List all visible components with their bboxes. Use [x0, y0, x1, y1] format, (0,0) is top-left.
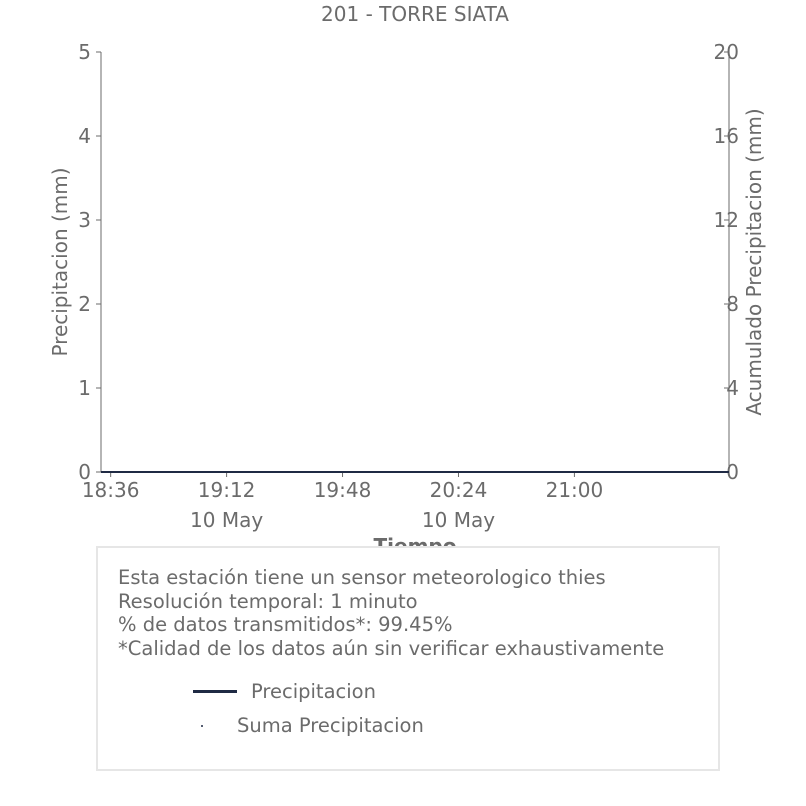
left-y-ticks	[78, 40, 101, 484]
right-y-tick-label: 12	[713, 208, 739, 232]
chart-title: 201 - TORRE SIATA	[321, 2, 509, 26]
x-ticks	[82, 472, 603, 532]
legend-line-swatch	[193, 690, 237, 693]
right-y-ticks	[714, 40, 739, 484]
right-y-tick-label: 4	[726, 376, 739, 400]
y-axis-right-label: Acumulado Precipitacion (mm)	[742, 108, 766, 416]
left-y-tick-label: 5	[78, 40, 91, 64]
left-y-tick-label: 4	[78, 124, 91, 148]
left-y-tick-label: 2	[78, 292, 91, 316]
legend-item-precipitacion	[193, 680, 376, 703]
left-y-tick-label: 3	[78, 208, 91, 232]
left-y-tick-label: 0	[78, 460, 91, 484]
info-line-resolution: Resolución temporal: 1 minuto	[118, 589, 418, 613]
x-tick-label: 19:48	[313, 478, 372, 502]
info-box	[96, 546, 720, 771]
right-y-tick-label: 20	[713, 40, 739, 64]
x-tick-label: 18:36	[81, 478, 140, 502]
x-tick-sublabel: 10 May	[421, 508, 496, 532]
legend-dot-swatch	[201, 725, 203, 727]
info-line-quality: *Calidad de los datos aún sin verificar exhaustivamente	[118, 636, 665, 660]
legend-label-precipitacion: Precipitacion	[251, 680, 376, 703]
x-tick-label: 21:00	[545, 478, 604, 502]
x-tick-label: 20:24	[429, 478, 488, 502]
info-line-transmitted: % de datos transmitidos*: 99.45%	[118, 613, 453, 636]
x-tick-label: 19:12	[197, 478, 256, 502]
legend-label-suma-precipitacion: Suma Precipitacion	[237, 714, 424, 737]
legend-item-suma-precipitacion	[193, 714, 424, 737]
y-axis-label: Precipitacion (mm)	[48, 167, 72, 357]
right-y-tick-label: 16	[713, 124, 739, 148]
x-tick-sublabel: 10 May	[190, 508, 264, 532]
right-y-tick-label: 8	[726, 292, 739, 316]
info-line-sensor: Esta estación tiene un sensor meteorologico thies	[118, 566, 606, 589]
station-info	[118, 566, 664, 660]
right-y-tick-label: 0	[726, 460, 739, 484]
left-y-tick-label: 1	[78, 376, 91, 400]
